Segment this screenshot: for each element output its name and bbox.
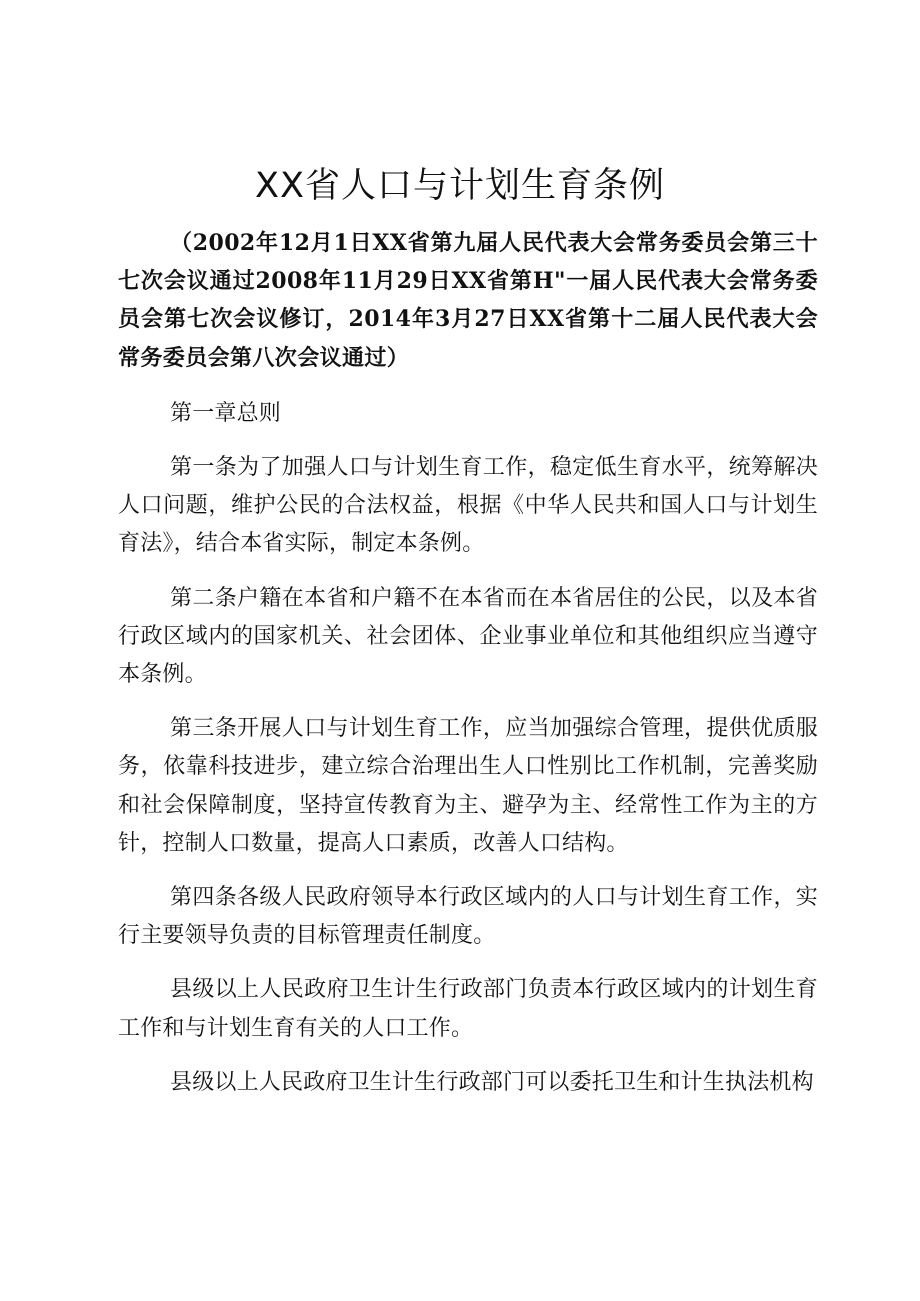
article-paragraph-4: 第四条各级人民政府领导本行政区域内的人口与计划生育工作，实行主要领导负责的目标管理责任制度。 [118,885,818,949]
chapter-heading: 第一章总则 [170,400,282,426]
article-paragraph-3: 第三条开展人口与计划生育工作，应当加强综合管理，提供优质服务，依靠科技进步，建立综合治理出生人口性别比工作机制，完善奖励和社会保障制度，坚持宣传教育为主、避孕为主、经常性工作为主的方针，控制人口数量，提高人口素质，改善人口结构。 [118,716,818,856]
document-title: XX省人口与计划生育条例 [255,166,665,206]
document-body [118,224,818,1102]
article-paragraph-5: 县级以上人民政府卫生计生行政部门负责本行政区域内的计划生育工作和与计划生育有关的人口工作。 [118,977,818,1041]
article-paragraph-2: 第二条户籍在本省和户籍不在本省而在本省居住的公民，以及本省行政区域内的国家机关、社会团体、企业事业单位和其他组织应当遵守本条例。 [118,585,818,688]
article-paragraph-1: 第一条为了加强人口与计划生育工作，稳定低生育水平，统筹解决人口问题，维护公民的合法权益，根据《中华人民共和国人口与计划生育法》，结合本省实际，制定本条例。 [118,455,818,557]
amendment-note: （2002年12月1日XX省第九届人民代表大会常务委员会第三十七次会议通过2008年11月29日XX省第H"一届人民代表大会常务委员会第七次会议修订，2014年3月27日XX省第十二届人民代表大会常务委员会第八次会议通过） [118,230,818,371]
article-paragraph-6: 县级以上人民政府卫生计生行政部门可以委托卫生和计生执法机构 [170,1069,814,1095]
